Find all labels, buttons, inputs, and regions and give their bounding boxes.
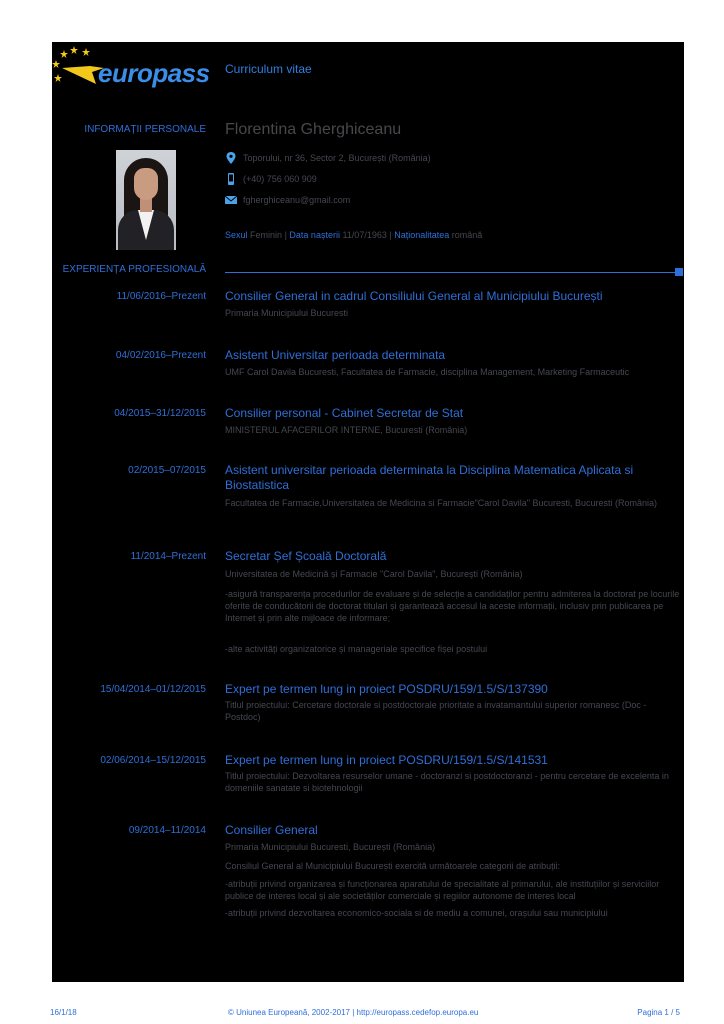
entry-title: Consilier personal - Cabinet Secretar de Stat bbox=[225, 406, 464, 420]
entry-description: -asigură transparența procedurilor de evaluare și de selecție a candidaților pentru admiterea la doctorat pe locurile oferite de conducătorii de doctorat titulari și garantează accesul la aceste informații, inclusiv prin publicarea pe Internet și prin alte mijloace de informare; bbox=[225, 589, 680, 623]
location-pin-icon bbox=[225, 152, 237, 164]
nationality-label: Naționalitatea bbox=[394, 230, 450, 240]
entry-title: Secretar Șef Școală Doctorală bbox=[225, 549, 387, 563]
entry-description: -atribuții privind dezvoltarea economico-sociala si de mediu a comunei, orașului sau municipiului bbox=[225, 908, 608, 918]
address-text: Toporului, nr 36, Sector 2, București (România) bbox=[243, 153, 431, 163]
entry-date: 04/02/2016–Prezent bbox=[115, 350, 206, 361]
entry-date: 09/2014–11/2014 bbox=[128, 825, 206, 836]
sex-label: Sexul bbox=[225, 230, 248, 240]
europass-logo bbox=[52, 46, 212, 94]
footer-date: 16/1/18 bbox=[50, 1008, 77, 1017]
entry-date: 04/2015–31/12/2015 bbox=[114, 408, 206, 419]
personal-details bbox=[225, 230, 482, 240]
entry-date: 02/06/2014–15/12/2015 bbox=[100, 755, 206, 766]
entry-employer: MINISTERUL AFACERILOR INTERNE, Bucuresti (România) bbox=[225, 425, 468, 435]
footer-copyright[interactable]: © Uniunea Europeană, 2002-2017 | http://europass.cedefop.europa.eu bbox=[228, 1008, 479, 1017]
entry-title: Consilier General in cadrul Consiliului General al Municipiului București bbox=[225, 289, 603, 303]
nationality-value: română bbox=[451, 230, 483, 240]
entry-title: Asistent Universitar perioada determinata bbox=[225, 348, 446, 362]
entry-title: Expert pe termen lung in proiect POSDRU/159/1.5/S/141531 bbox=[225, 753, 548, 767]
separator: | bbox=[284, 230, 287, 240]
entry-title: Asistent universitar perioada determinata la Disciplina Matematica Aplicata si Biostatistica bbox=[225, 463, 634, 492]
entry-description: -alte activități organizatorice și manageriale specifice fișei postului bbox=[225, 644, 488, 654]
phone-text: (+40) 756 060 909 bbox=[243, 174, 317, 184]
logo-text: europass bbox=[98, 58, 210, 88]
section-divider-marker bbox=[675, 268, 683, 276]
entry-description: -atribuții privind organizarea și funcționarea aparatului de specialitate al primarului, ale instituțiilor și serviciilor publice de interes local și ale societăților comerciale și regiilor autonome de interes local bbox=[225, 879, 660, 901]
section-label-experience: EXPERIENȚA PROFESIONALĂ bbox=[62, 264, 206, 275]
entry-employer: Facultatea de Farmacie,Universitatea de Medicina si Farmacie"Carol Davila" Bucuresti, Bucuresti (România) bbox=[225, 498, 658, 508]
birth-value: 11/07/1963 bbox=[342, 230, 387, 240]
email-icon bbox=[225, 194, 237, 206]
entry-description: Titlul proiectului: Cercetare doctorale si postdoctorale prioritate a invatamantului superior romanesc (Doc - Postdoc) bbox=[225, 700, 647, 722]
birth-label: Data nașterii bbox=[289, 230, 340, 240]
document-title: Curriculum vitae bbox=[225, 62, 312, 76]
section-label-personal: INFORMAȚII PERSONALE bbox=[84, 124, 206, 135]
entry-description: Consiliul General al Municipiului București exercită următoarele categorii de atribuții: bbox=[225, 861, 561, 871]
entry-date: 15/04/2014–01/12/2015 bbox=[100, 684, 206, 695]
entry-title: Expert pe termen lung in proiect POSDRU/159/1.5/S/137390 bbox=[225, 682, 548, 696]
profile-photo bbox=[116, 150, 176, 250]
entry-title: Consilier General bbox=[225, 823, 318, 837]
email-text[interactable]: fgherghiceanu@gmail.com bbox=[243, 195, 351, 205]
cv-page bbox=[50, 42, 684, 1017]
phone-icon bbox=[225, 173, 237, 185]
section-divider bbox=[225, 272, 675, 273]
entry-employer: UMF Carol Davila Bucuresti, Facultatea de Farmacie, disciplina Management, Marketing Farmaceutic bbox=[225, 367, 630, 377]
entry-date: 11/2014–Prezent bbox=[130, 551, 206, 562]
entry-employer: Primaria Municipiului Bucuresti bbox=[225, 308, 349, 318]
entry-description: Titlul proiectului: Dezvoltarea resurselor umane - doctoranzi si postdoctoranzi - pentru cercetare de excelenta in domeniile sanatate si biotehnologii bbox=[225, 771, 669, 793]
person-name: Florentina Gherghiceanu bbox=[225, 121, 402, 138]
sex-value: Feminin bbox=[250, 230, 283, 240]
separator: | bbox=[389, 230, 392, 240]
entry-employer: Primaria Municipiului Bucuresti, București (România) bbox=[225, 842, 436, 852]
entry-employer: Universitatea de Medicină și Farmacie "Carol Davila", București (România) bbox=[225, 569, 523, 579]
entry-date: 11/06/2016–Prezent bbox=[116, 291, 206, 302]
footer-page-number: Pagina 1 / 5 bbox=[637, 1008, 680, 1017]
entry-date: 02/2015–07/2015 bbox=[128, 465, 206, 476]
